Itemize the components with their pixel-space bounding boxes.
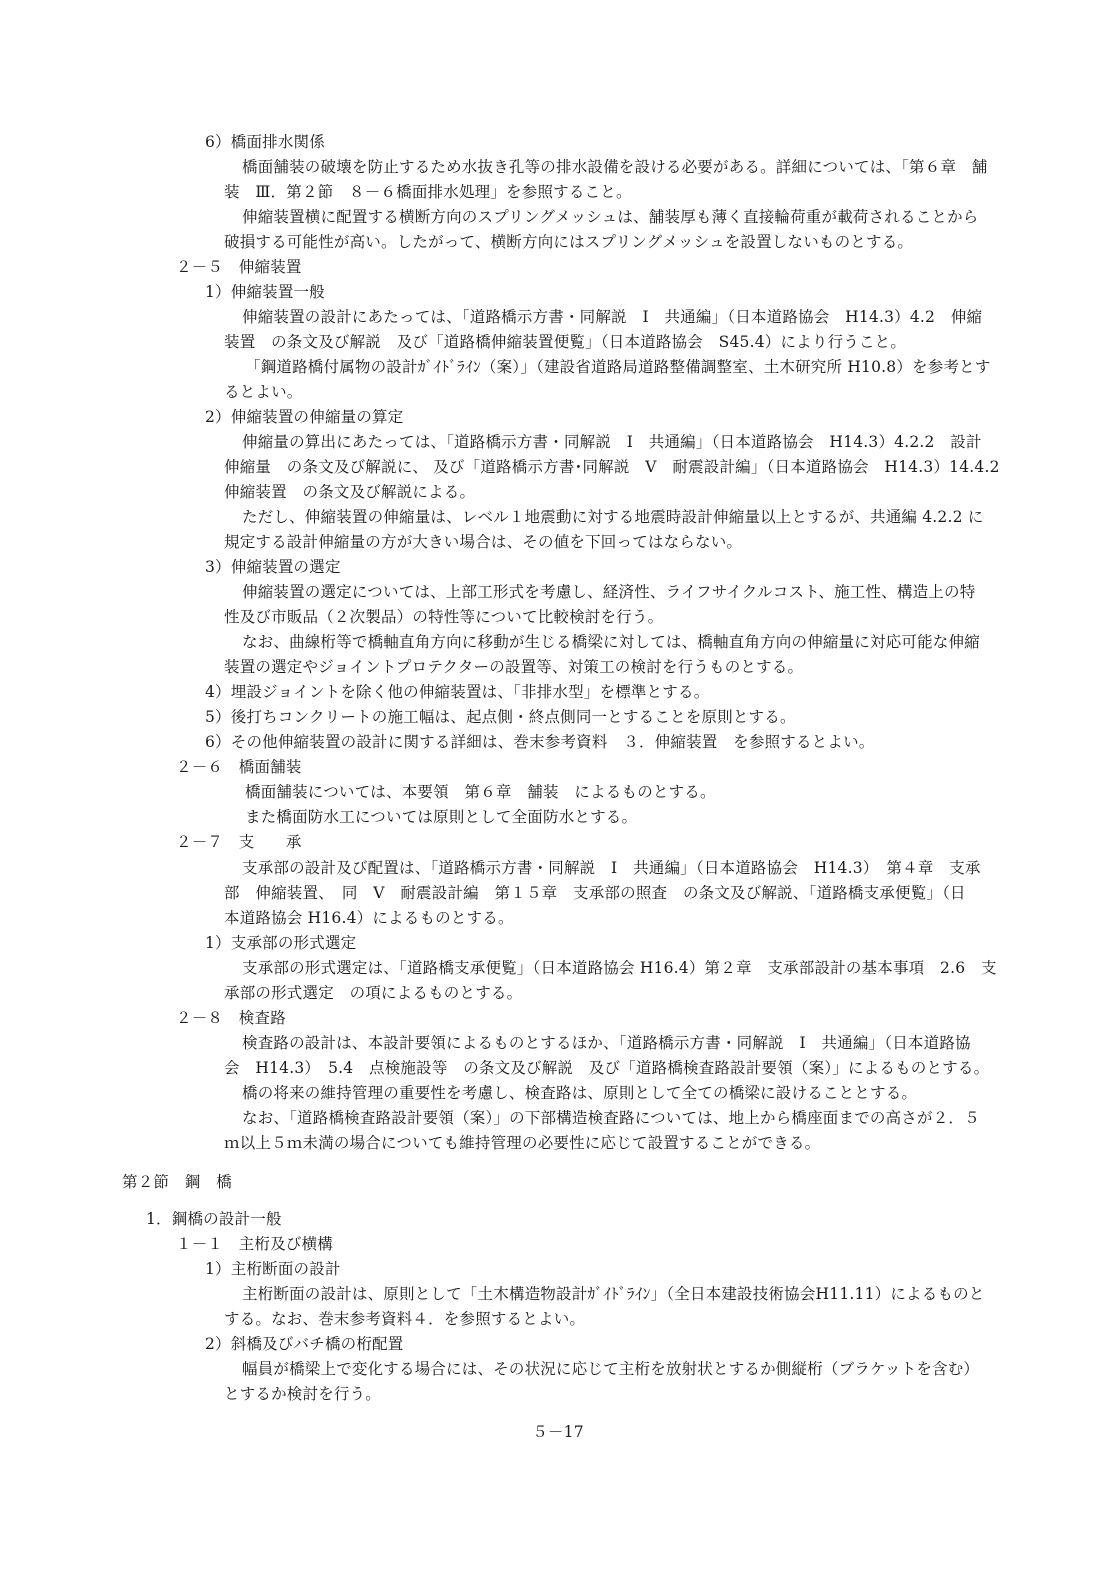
text-line: 本道路協会 H16.4）によるものとする。 [224, 909, 514, 927]
text-line: 部 伸縮装置、 同 Ⅴ 耐震設計編 第１５章 支承部の照査 の条文及び解説、「道路橋支承便覧」（日 [224, 884, 966, 902]
text-line: 第２節 鋼 橋 [122, 1173, 232, 1191]
text-line: とするか検討を行う。 [224, 1385, 382, 1403]
text-line: する。なお、巻末参考資料４．を参照するとよい。 [224, 1310, 586, 1328]
text-line: 6）橋面排水関係 [205, 133, 325, 151]
text-line: ２－８ 検査路 [176, 1009, 286, 1027]
text-line: 5）後打ちコンクリートの施工幅は、起点側・終点側同一とすることを原則とする。 [205, 708, 796, 726]
text-line: るとよい。 [224, 383, 303, 401]
text-line: 伸縮量の算出にあたっては、「道路橋示方書・同解説 Ⅰ 共通編」（日本道路協会 H14.3）4.2.2 設計 [242, 433, 982, 451]
text-line: 支承部の形式選定は、「道路橋支承便覧」（日本道路協会 H16.4）第２章 支承部設計の基本事項 2.6 支 [242, 959, 997, 977]
text-line: 伸縮量 の条文及び解説に、 及び「道路橋示方書･同解説 Ⅴ 耐震設計編」（日本道路協会 H14.3）14.4.2 [224, 458, 1000, 476]
text-line: 装置 の条文及び解説 及び「道路橋伸縮装置便覧」（日本道路協会 S45.4）により行うこと。 [224, 333, 907, 351]
text-line: 1）支承部の形式選定 [205, 934, 357, 952]
text-line: 2）伸縮装置の伸縮量の算定 [205, 408, 404, 426]
text-line: 装 Ⅲ．第２節 ８－６橋面排水処理」を参照すること。 [224, 183, 632, 201]
text-line: ２－７ 支 承 [176, 833, 302, 851]
text-line: 伸縮装置 の条文及び解説による。 [224, 483, 476, 501]
text-line: 支承部の設計及び配置は、「道路橋示方書・同解説 Ⅰ 共通編」（日本道路協会 H14.3） 第４章 支承 [242, 859, 981, 877]
text-line: 橋面舗装については、本要領 第６章 舗装 によるものとする。 [245, 783, 716, 801]
text-line: なお、曲線桁等で橋軸直角方向に移動が生じる橋梁に対しては、橋軸直角方向の伸縮量に対応可能な伸縮 [242, 633, 980, 651]
text-line: 性及び市販品（２次製品）の特性等について比較検討を行う。 [224, 608, 664, 626]
text-line: また橋面防水工については原則として全面防水とする。 [245, 808, 638, 826]
text-line: 会 H14.3） 5.4 点検施設等 の条文及び解説 及び「道路橋検査路設計要領（案）」によるものとする。 [224, 1059, 990, 1077]
text-line: ただし、伸縮装置の伸縮量は、レベル１地震動に対する地震時設計伸縮量以上とするが、共通編 4.2.2 に [242, 508, 984, 526]
text-line: 6）その他伸縮装置の設計に関する詳細は、巻末参考資料 ３．伸縮装置 を参照するとよい。 [205, 733, 875, 751]
text-line: 1）伸縮装置一般 [205, 283, 325, 301]
text-line: ２－６ 橋面舗装 [176, 758, 302, 776]
text-line: 伸縮装置横に配置する横断方向のスプリングメッシュは、舗装厚も薄く直接輪荷重が載荷されることから [242, 208, 979, 226]
text-line: ２－５ 伸縮装置 [176, 258, 302, 276]
text-line: 「鋼道路橋付属物の設計ｶﾞｲﾄﾞﾗｲﾝ（案）」（建設省道路局道路整備調整室、土木研究所 H10.8）を参考とす [245, 358, 991, 376]
text-line: 3）伸縮装置の選定 [205, 558, 341, 576]
page-number: ５－17 [532, 1423, 584, 1441]
text-line: 検査路の設計は、本設計要領によるものとするほか、「道路橋示方書・同解説 Ⅰ 共通編」（日本道路協 [242, 1034, 971, 1052]
text-line: １－１ 主桁及び横構 [176, 1235, 334, 1253]
text-line: 規定する設計伸縮量の方が大きい場合は、その値を下回ってはならない。 [224, 533, 743, 551]
text-line: 橋面舗装の破壊を防止するため水抜き孔等の排水設備を設ける必要がある。詳細については、「第６章 舗 [242, 158, 988, 176]
text-line: 4）埋設ジョイントを除く他の伸縮装置は、「非排水型」を標準とする。 [205, 683, 710, 701]
text-line: 橋の将来の維持管理の重要性を考慮し、検査路は、原則として全ての橋梁に設けることとする。 [242, 1084, 918, 1102]
text-line: 主桁断面の設計は、原則として「土木構造物設計ｶﾞｲﾄﾞﾗｲﾝ」（全日本建設技術協会H11.11）によるものと [242, 1285, 985, 1303]
text-line: 1）主桁断面の設計 [205, 1260, 341, 1278]
text-line: 伸縮装置の選定については、上部工形式を考慮し、経済性、ライフサイクルコスト、施工性、構造上の特 [242, 583, 976, 601]
text-line: 幅員が橋梁上で変化する場合には、その状況に応じて主桁を放射状とするか側縦桁（ブラケットを含む） [242, 1360, 980, 1378]
text-line: 2）斜橋及びバチ橋の桁配置 [205, 1335, 404, 1353]
text-line: 装置の選定やジョイントプロテクターの設置等、対策工の検討を行うものとする。 [224, 658, 804, 676]
text-line: ｍ以上５ｍ未満の場合についても維持管理の必要性に応じて設置することができる。 [224, 1134, 821, 1152]
text-line: 破損する可能性が高い。したがって、横断方向にはスプリングメッシュを設置しないものとする。 [224, 233, 914, 251]
text-line: 伸縮装置の設計にあたっては、「道路橋示方書・同解説 Ⅰ 共通編」（日本道路協会 H14.3）4.2 伸縮 [242, 308, 983, 326]
text-line: 1．鋼橋の設計一般 [146, 1210, 282, 1228]
text-line: 承部の形式選定 の項によるものとする。 [224, 984, 523, 1002]
text-line: なお、「道路橋検査路設計要領（案）」の下部構造検査路については、地上から橋座面までの高さが２．５ [242, 1109, 980, 1127]
